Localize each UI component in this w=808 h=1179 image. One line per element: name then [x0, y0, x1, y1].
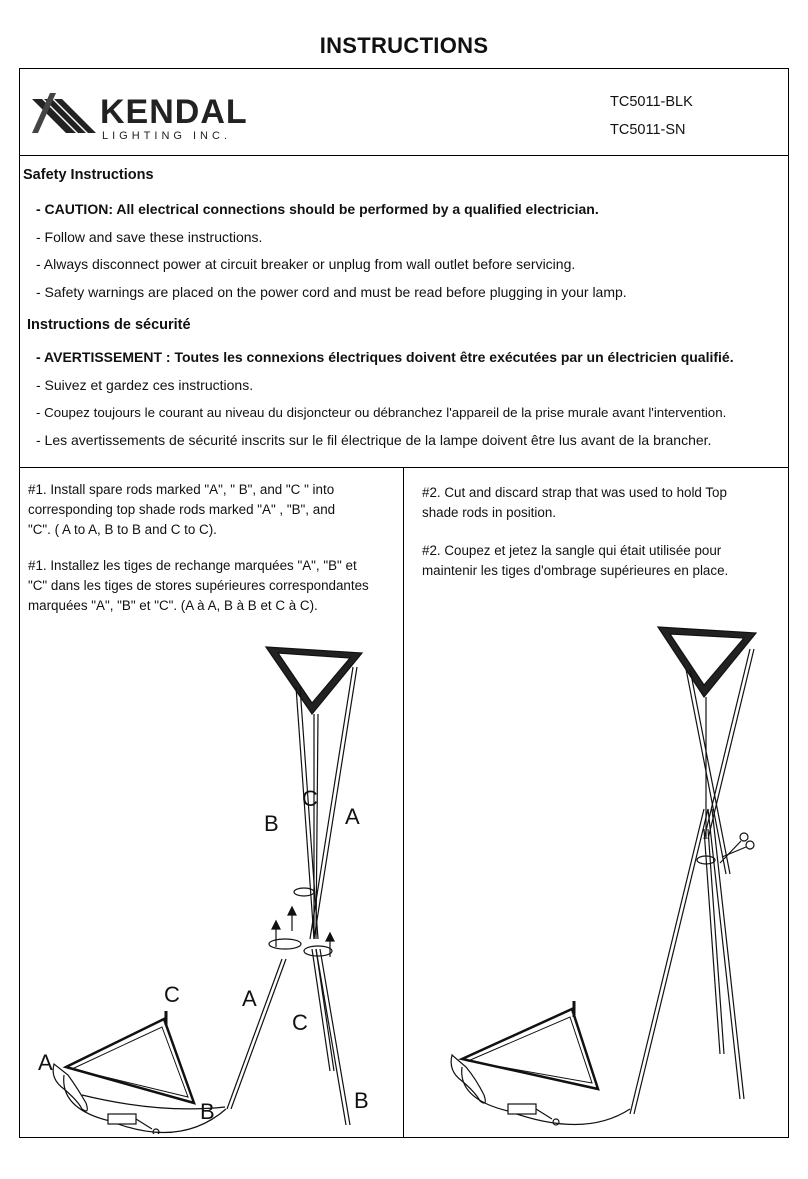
step1-illustration	[20, 609, 403, 1134]
safety-item-avertissement: - AVERTISSEMENT : Toutes les connexions électriques doivent être exécutées par un électricien qualifié.	[36, 349, 734, 365]
label-b-top: B	[264, 811, 279, 836]
model-number-sn: TC5011-SN	[610, 122, 686, 138]
kendal-logo	[30, 83, 260, 145]
step2-text-en: #2. Cut and discard strap that was used to hold Top shade rods in position.	[422, 485, 727, 520]
brand-name: KENDAL	[100, 93, 248, 131]
safety-item-caution: - CAUTION: All electrical connections should be performed by a qualified electrician.	[36, 201, 599, 217]
label-c-spare: C	[292, 1010, 308, 1035]
label-c-base: C	[164, 982, 180, 1007]
safety-item: - Safety warnings are placed on the power cord and must be read before plugging in your lamp.	[36, 284, 627, 300]
step1-text-fr: #1. Installez les tiges de rechange marquées "A", "B" et "C" dans les tiges de stores supérieures correspondantes marquées "A", "B" et "C". (A à A, B à B et C à C).	[28, 558, 369, 613]
safety-item: - Always disconnect power at circuit breaker or unplug from wall outlet before servicing.	[36, 256, 576, 272]
safety-heading-fr: Instructions de sécurité	[27, 317, 191, 333]
label-a-spare: A	[242, 986, 257, 1011]
safety-item: - Follow and save these instructions.	[36, 229, 263, 245]
safety-item: - Suivez et gardez ces instructions.	[36, 377, 254, 393]
divider	[20, 467, 788, 468]
brand-subline: LIGHTING INC.	[102, 130, 232, 142]
divider	[20, 155, 788, 156]
safety-heading-en: Safety Instructions	[23, 167, 154, 183]
logo-mark-icon	[32, 93, 96, 133]
instruction-sheet	[19, 68, 789, 1138]
step2-illustration	[404, 609, 789, 1134]
safety-item: - Coupez toujours le courant au niveau du disjoncteur ou débranchez l'appareil de la prise murale avant l'intervention.	[36, 405, 727, 420]
step2-text-fr: #2. Coupez et jetez la sangle qui était utilisée pour maintenir les tiges d'ombrage supérieures en place.	[422, 543, 729, 578]
label-a-top: A	[345, 804, 360, 829]
label-b-spare: B	[354, 1088, 369, 1113]
page-title: INSTRUCTIONS	[319, 33, 489, 58]
label-b-base: B	[200, 1099, 215, 1124]
model-number-blk: TC5011-BLK	[610, 94, 693, 110]
label-a-base: A	[38, 1050, 53, 1075]
safety-item: - Les avertissements de sécurité inscrits sur le fil électrique de la lampe doivent être lus avant de la brancher.	[36, 432, 712, 448]
step1-text-en: #1. Install spare rods marked "A", " B", and "C " into corresponding top shade rods marked "A" , "B", and "C". ( A to A, B to B and C to C).	[28, 482, 336, 537]
label-c-top: C	[302, 786, 318, 811]
